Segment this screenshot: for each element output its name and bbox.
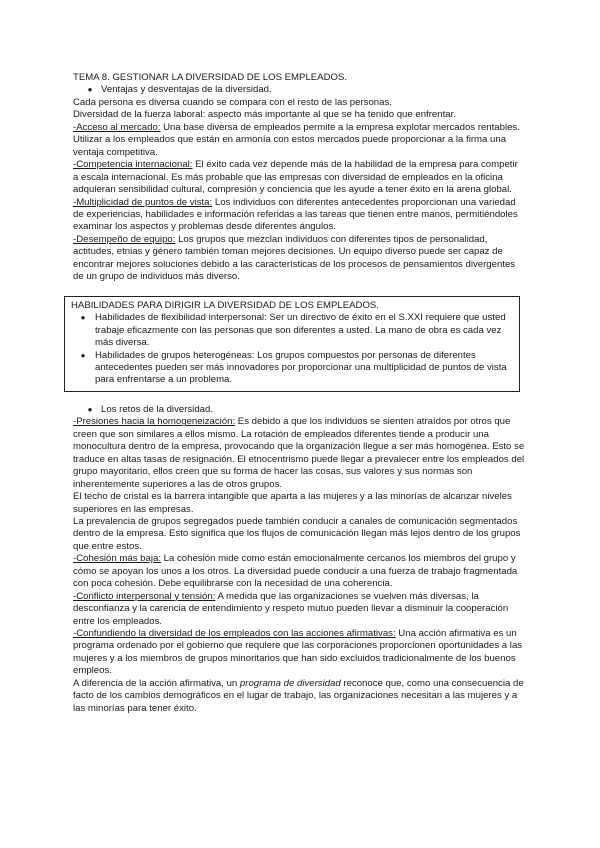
bullet-dot-icon: ● (80, 313, 86, 323)
bullet-text: Habilidades de flexibilidad interpersonal: Ser un directivo de éxito en el S.XXI requiere que usted trabaje eficazmente con las personas que son diferentes a usted. La mano de obra es cada vez más diversa. (95, 312, 506, 349)
document-page (73, 72, 525, 715)
item-text: El éxito cada vez depende más de la habilidad de la empresa para competir a escala internacional. Es más probable que las empresas con diversidad de empleados en la oficina adquieran sensibilidad cultural, compresión y conciencia que les ayude a tener éxito en la arena global. (73, 159, 518, 196)
bullet-text: Habilidades de grupos heterogéneas: Los grupos compuestos por personas de diferentes antecedentes pueden ser más innovadores por proporcionar una multiplicidad de puntos de vista para enfrentarse a un problema. (95, 349, 507, 386)
item-text: Los grupos que mezclan individuos con diferentes tipos de personalidad, actitudes, etnias y género también toman mejores decisiones. Un equipo diverso puede ser capaz de encontrar mejores soluciones debido a las características de los procesos de pensamientos divergentes de un grupo de individuos más diverso. (73, 233, 516, 283)
skills-box (64, 296, 520, 392)
bullet-text: Ventajas y desventajas de la diversidad. (101, 84, 272, 96)
bullet-dot-icon: ● (87, 85, 93, 95)
para-grupos-segregados: La prevalencia de grupos segregados puede también conducir a canales de comunicación segmentados dentro de la empresa. Esto significa que los flujos de comunicación llegan más lejos dentro de los grupos que entre estos. (73, 515, 521, 552)
para-cohesion (73, 553, 525, 590)
para-conflicto (73, 591, 525, 628)
bullet-dot-icon: ● (87, 404, 93, 414)
bullet-dot-icon: ● (80, 350, 86, 360)
item-text: Una base diversa de empleados permite a la empresa explotar mercados rentables. Utilizar a los empleados que están en armonía con estos mercados puede proporcionar a la firma una ventaja competitiva. (73, 121, 520, 158)
item-desempeno-equipo (73, 234, 525, 284)
bullet-ventajas (73, 84, 525, 96)
item-text: Una acción afirmativa es un programa ordenado por el gobierno que requiere que las corporaciones proporcionen oportunidades a las mujeres y a los miembros de grupos minoritarios que han sido excluidos tradicionalmente de los buenos empleos. (73, 628, 523, 677)
item-text: Los individuos con diferentes antecedentes proporcionan una variedad de experiencias, habilidades e información referidas a las tareas que tienen entre manos, permitiéndoles examinar los aspectos y problemas desde diferentes ángulos. (73, 196, 518, 233)
item-term: -Desempeño de equipo: (73, 233, 176, 245)
item-term: -Conflicto interpersonal y tensión: (73, 590, 216, 602)
item-term: -Multiplicidad de puntos de vista: (73, 196, 213, 208)
item-term: -Cohesión más baja: (73, 553, 161, 565)
item-competencia-internacional (73, 159, 525, 196)
para-text-b: reconoce que, como una consecuencia de facto de los cambios demográficos en el lugar de trabajo, las organizaciones necesitan a las mujeres y a las minorías para tener éxito. (73, 677, 524, 714)
para-techo-cristal: El techo de cristal es la barrera intangible que aparta a las mujeres y a las minorías de alcanzar niveles superiores en las empresas. (73, 491, 512, 515)
box-heading: HABILIDADES PARA DIRIGIR LA DIVERSIDAD DE LOS EMPLEADOS. (71, 299, 379, 311)
item-term: -Acceso al mercado: (73, 121, 161, 133)
bullet-retos (73, 404, 525, 416)
bullet-text: Los retos de la diversidad. (101, 403, 213, 415)
item-text: Es debido a que los individuos se sienten atraídos por otros que creen que son similares a ellos mismo. La rotación de empleados diferentes tiende a producir una monocultura dentro de la empresa, provocando que la organización llegue a ser más homogénea. Esto se traduce en altas tasas de resignación. El etnocentrismo puede llegar a prevalecer entre los empleados del grupo mayoritario, ellos creen que su forma de hacer las cosas, sus valores y sus normas son inherentemente superiores a las de otros grupos. (73, 416, 525, 490)
para-homogeneizacion (73, 416, 525, 491)
item-acceso-mercado (73, 122, 525, 159)
intro-line-2: Diversidad de la fuerza laboral: aspecto más importante al que se ha tenido que enfrentar. (73, 109, 456, 121)
para-programa-diversidad (73, 678, 525, 715)
para-emphasis: programa de diversidad (239, 677, 341, 689)
intro-line-1: Cada persona es diversa cuando se compara con el resto de las personas. (73, 96, 392, 108)
para-text-a: A diferencia de la acción afirmativa, un (73, 677, 240, 689)
item-text: A medida que las organizaciones se vuelven más diversas, la desconfianza y la carencia de entendimiento y respeto mutuo pueden llevar a disminuir la cooperación entre los empleados. (73, 590, 509, 627)
item-term: -Competencia internacional: (73, 159, 193, 171)
box-bullet-flexibilidad (71, 312, 511, 349)
para-acciones-afirmativas (73, 628, 525, 678)
box-bullet-grupos (71, 350, 511, 387)
item-text: La cohesión mide como están emocionalmente cercanos los miembros del grupo y cómo se apoyan los unos a los otros. La diversidad puede conducir a una fuerza de trabajo fragmentada con poca cohesión. Debe equilibrarse con la necesidad de una coherencia. (73, 553, 518, 590)
item-term: -Presiones hacia la homogeneización: (73, 416, 236, 428)
page-title: TEMA 8. GESTIONAR LA DIVERSIDAD DE LOS EMPLEADOS. (73, 72, 348, 83)
item-multiplicidad (73, 197, 525, 234)
item-term: -Confundiendo la diversidad de los empleados con las acciones afirmativas: (73, 628, 396, 640)
